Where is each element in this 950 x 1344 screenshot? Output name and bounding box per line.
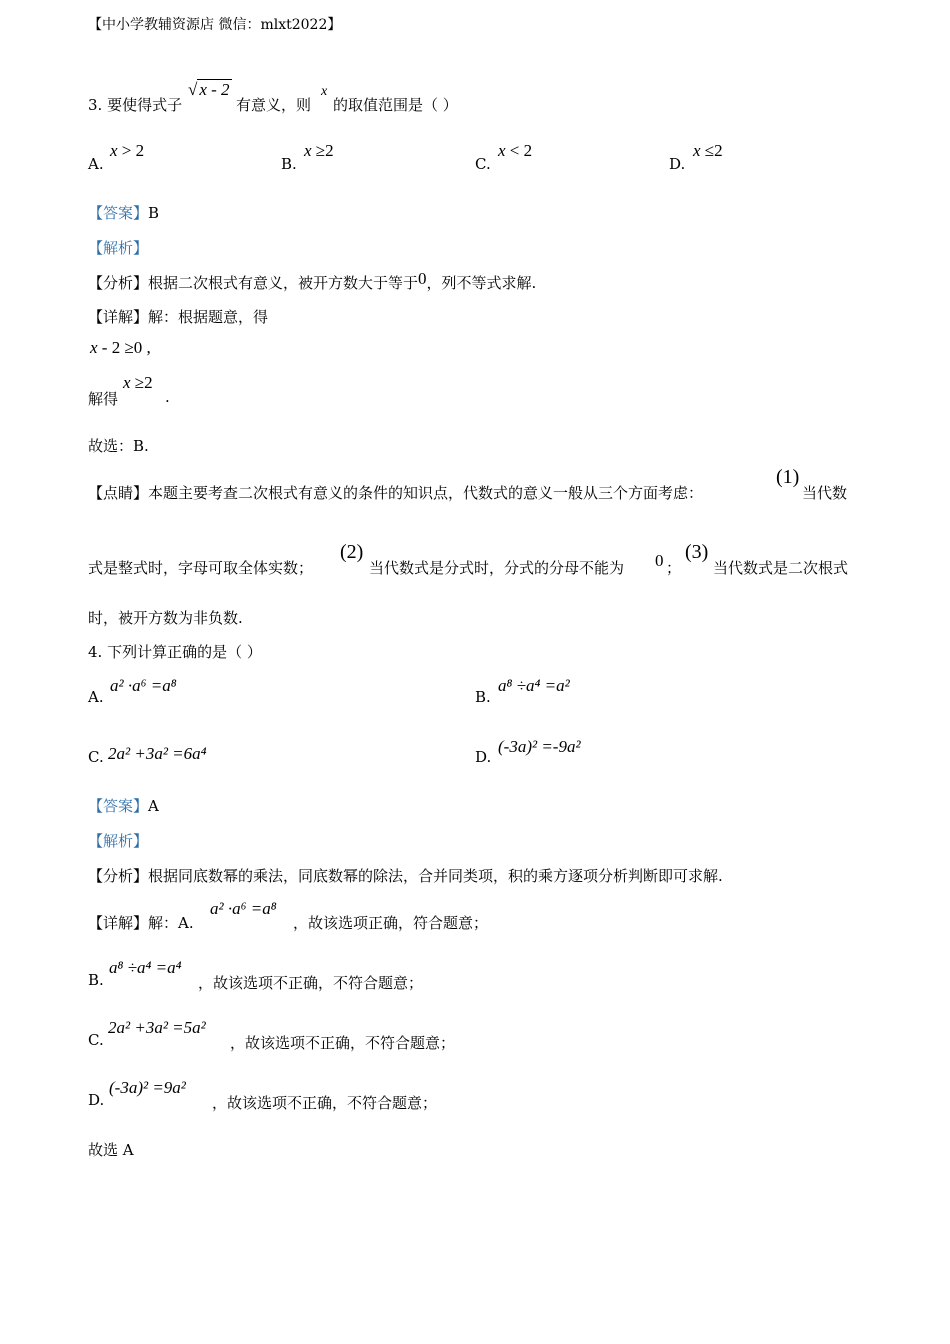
q4-option-a-label: A. xyxy=(88,688,104,706)
q4-line-a-expr: a² ·a⁶ =a⁸ xyxy=(210,899,277,918)
q3-xiangjie: 【详解】解：根据题意，得 xyxy=(88,308,269,326)
q3-suffix: 的取值范围是（ ） xyxy=(333,96,458,114)
q4-line-b-expr: a⁸ ÷a⁴ =a⁴ xyxy=(109,958,182,977)
page-header: 【中小学教辅资源店 微信：mlxt2022】 xyxy=(88,17,342,33)
q3-option-b-expr: x ≥2 xyxy=(304,141,334,160)
q3-analysis-tag: 【解析】 xyxy=(88,239,149,257)
q4-line-c-text: ，故该选项不正确，不符合题意； xyxy=(230,1034,456,1052)
q3-option-c-label: C. xyxy=(475,155,491,173)
q3-num-2: (2) xyxy=(340,541,364,563)
q4-line-d-label: D. xyxy=(88,1091,105,1109)
q3-dianjing-line1-end: 当代数 xyxy=(802,484,848,502)
q3-option-d-label: D. xyxy=(669,155,686,173)
q4-line-c-label: C. xyxy=(88,1031,104,1049)
q3-num-1: (1) xyxy=(776,466,800,488)
q4-line-b-text: ，故该选项不正确，不符合题意； xyxy=(198,974,424,992)
q3-var: x xyxy=(321,84,328,99)
q4-line-d-text: ，故该选项不正确，不符合题意； xyxy=(212,1094,438,1112)
q3-num-3: (3) xyxy=(685,541,709,563)
q3-jiede-expr: x ≥2 xyxy=(123,373,153,392)
q3-prefix: 3. 要使得式子 xyxy=(88,96,183,114)
q3-option-c-expr: x < 2 xyxy=(498,141,533,160)
q4-line-d-expr: (-3a)² =9a² xyxy=(109,1078,186,1097)
q3-fenxi: 【分析】根据二次根式有意义，被开方数大于等于0，列不等式求解. xyxy=(88,269,537,292)
q3-dianjing-line2a: 式是整式时，字母可取全体实数； xyxy=(88,559,314,577)
q3-option-a-label: A. xyxy=(88,155,104,173)
q4-option-b-expr: a⁸ ÷a⁴ =a² xyxy=(498,676,570,695)
q3-dianjing-line3: 时，被开方数为非负数. xyxy=(88,609,243,627)
q3-guxuan: 故选：B. xyxy=(88,437,149,455)
q4-option-d-expr: (-3a)² =-9a² xyxy=(498,737,581,756)
q3-dianjing-line1: 【点睛】本题主要考查二次根式有意义的条件的知识点，代数式的意义一般从三个方面考虑： xyxy=(88,484,704,502)
q3-option-d-expr: x ≤2 xyxy=(693,141,723,160)
q3-dianjing-zero: 0 xyxy=(655,551,664,570)
q4-fenxi: 【分析】根据同底数幂的乘法，同底数幂的除法，合并同类项，积的乘方逐项分析判断即可求解. xyxy=(88,867,723,885)
q3-dianjing-semicolon: ； xyxy=(666,559,682,577)
q3-answer: 【答案】B xyxy=(88,204,160,222)
q4-stem: 4. 下列计算正确的是（ ） xyxy=(88,643,262,661)
q4-option-b-label: B. xyxy=(475,688,491,706)
q3-dianjing-line2c: 当代数式是二次根式 xyxy=(713,559,849,577)
q4-xiangjie: 【详解】解：A. xyxy=(88,914,194,932)
q3-middle: 有意义，则 xyxy=(236,96,312,114)
q4-line-b-label: B. xyxy=(88,971,104,989)
q4-analysis-tag: 【解析】 xyxy=(88,832,149,850)
q4-line-a-text: ，故该选项正确，符合题意； xyxy=(293,914,489,932)
q3-jiede: 解得 xyxy=(88,390,119,408)
q3-dianjing-line2b: 当代数式是分式时，分式的分母不能为 xyxy=(369,559,625,577)
q3-radicand: x - 2 xyxy=(199,80,230,99)
q4-option-c-label: C. xyxy=(88,748,104,766)
q3-stem xyxy=(88,94,182,115)
q3-option-b-label: B. xyxy=(281,155,297,173)
q4-option-c-expr: 2a² +3a² =6a⁴ xyxy=(108,744,207,763)
q4-option-d-label: D. xyxy=(475,748,492,766)
q3-sqrt-expression xyxy=(188,80,232,100)
q3-option-a-expr: x > 2 xyxy=(110,141,145,160)
q4-line-c-expr: 2a² +3a² =5a² xyxy=(108,1018,206,1037)
q4-answer: 【答案】A xyxy=(88,797,159,815)
q3-inequality: x - 2 ≥0 , xyxy=(90,338,151,357)
q3-jiede-end: . xyxy=(165,388,170,406)
sqrt-icon: √ xyxy=(188,80,198,99)
q4-guxuan: 故选 A xyxy=(88,1141,134,1159)
q4-option-a-expr: a² ·a⁶ =a⁸ xyxy=(110,676,177,695)
